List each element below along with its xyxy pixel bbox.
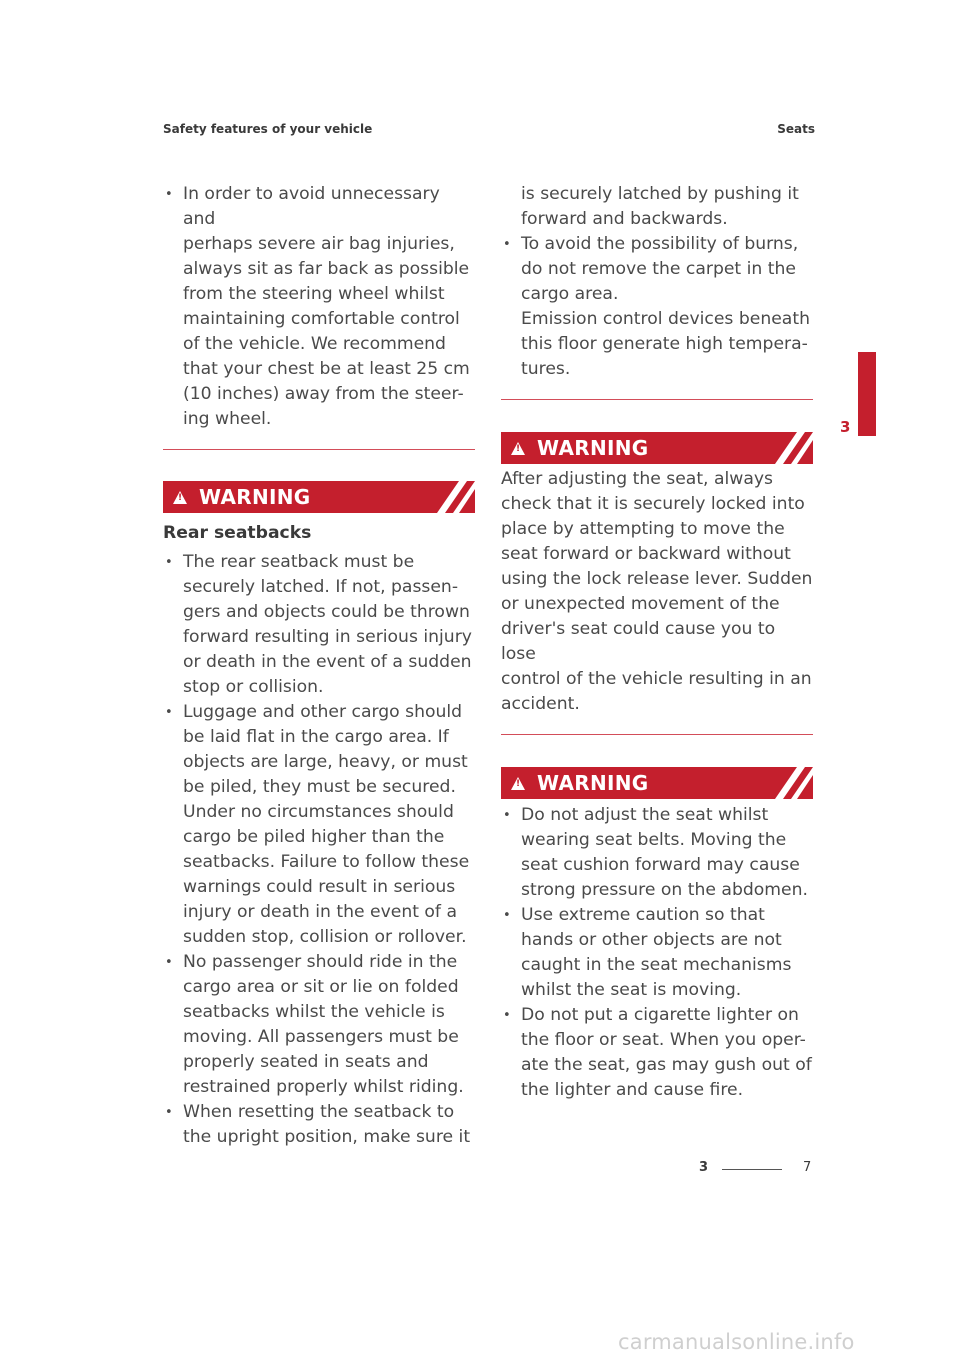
list-item	[163, 182, 475, 432]
running-header-topic: Seats	[777, 122, 815, 136]
line: • Luggage and other cargo should	[183, 702, 463, 722]
line: the floor or seat. When you oper-	[521, 1030, 806, 1050]
line: the upright position, make sure it	[183, 1127, 471, 1147]
line: moving. All passengers must be	[183, 1027, 459, 1047]
warning-triangle-icon	[511, 442, 525, 455]
line: • No passenger should ride in the	[183, 952, 458, 972]
line: forward resulting in serious injury	[183, 627, 472, 647]
line: restrained properly whilst riding.	[183, 1077, 464, 1097]
intro-bullet-list	[163, 182, 475, 432]
line: that your chest be at least 25 cm	[183, 359, 470, 379]
seat-adjust-bullets	[501, 803, 813, 1103]
line: stop or collision.	[183, 677, 324, 697]
line: sudden stop, collision or rollover.	[183, 927, 467, 947]
line: driver's seat could cause you to lose	[501, 619, 776, 664]
continued-bullet-text	[501, 182, 813, 232]
warning-stripes-icon	[767, 432, 813, 464]
line: • Do not adjust the seat whilst	[521, 805, 769, 825]
warning-label: WARNING	[537, 770, 649, 795]
line: or death in the event of a sudden	[183, 652, 472, 672]
section-rule	[501, 734, 813, 735]
line: injury or death in the event of a	[183, 902, 457, 922]
line: whilst the seat is moving.	[521, 980, 742, 1000]
line: ing wheel.	[183, 409, 272, 429]
line: or unexpected movement of the	[501, 594, 780, 614]
list-item	[163, 950, 475, 1100]
line: After adjusting the seat, always	[501, 469, 774, 489]
warning-paragraph	[501, 467, 813, 717]
section-rule	[163, 449, 475, 450]
line: gers and objects could be thrown	[183, 602, 470, 622]
running-header-section: Safety features of your vehicle	[163, 122, 373, 136]
list-item	[163, 700, 475, 950]
warning-stripes-icon	[767, 767, 813, 799]
line: objects are large, heavy, or must	[183, 752, 468, 772]
line: • Use extreme caution so that	[521, 905, 765, 925]
line: Under no circumstances should	[183, 802, 454, 822]
line: of the vehicle. We recommend	[183, 334, 446, 354]
line: Emission control devices beneath	[521, 309, 810, 329]
line: be piled, they must be secured.	[183, 777, 456, 797]
line: control of the vehicle resulting in an	[501, 669, 812, 689]
line: • The rear seatback must be	[183, 552, 415, 572]
section-rule	[501, 399, 813, 400]
warning-stripes-icon	[429, 481, 475, 513]
list-item	[501, 1003, 813, 1103]
warning-banner	[501, 767, 813, 799]
line: maintaining comfortable control	[183, 309, 460, 329]
line: wearing seat belts. Moving the	[521, 830, 787, 850]
line: warnings could result in serious	[183, 877, 456, 897]
line: cargo be piled higher than the	[183, 827, 445, 847]
line: do not remove the carpet in the	[521, 259, 796, 279]
line: • In order to avoid unnecessary and	[183, 184, 440, 229]
list-item	[163, 550, 475, 700]
left-column	[163, 182, 475, 1150]
line: perhaps severe air bag injuries,	[183, 234, 455, 254]
line: strong pressure on the abdomen.	[521, 880, 808, 900]
chapter-tab-number: 3	[840, 418, 851, 436]
warning-triangle-icon	[173, 491, 187, 504]
line: properly seated in seats and	[183, 1052, 429, 1072]
chapter-thumb-tab	[858, 352, 876, 436]
line: always sit as far back as possible	[183, 259, 470, 279]
line: securely latched. If not, passen-	[183, 577, 459, 597]
warning-banner	[501, 432, 813, 464]
warning-label: WARNING	[199, 484, 311, 509]
line: tures.	[521, 359, 571, 379]
right-column	[501, 182, 813, 1103]
line: place by attempting to move the	[501, 519, 785, 539]
line: check that it is securely locked into	[501, 494, 805, 514]
line: be laid flat in the cargo area. If	[183, 727, 449, 747]
line: forward and backwards.	[521, 209, 728, 229]
footer-divider	[722, 1169, 782, 1170]
line: cargo area.	[521, 284, 619, 304]
line: is securely latched by pushing it	[521, 184, 799, 204]
footer-chapter-number: 3	[699, 1160, 709, 1175]
watermark: carmanualsonline.info	[618, 1330, 855, 1354]
line: this floor generate high tempera-	[521, 334, 808, 354]
list-item	[501, 903, 813, 1003]
line: seat forward or backward without	[501, 544, 791, 564]
list-item	[501, 232, 813, 382]
warning-label: WARNING	[537, 435, 649, 460]
line: using the lock release lever. Sudden	[501, 569, 813, 589]
line: seatbacks. Failure to follow these	[183, 852, 470, 872]
burn-bullet-list	[501, 232, 813, 382]
footer-page-number: 7	[803, 1160, 812, 1175]
line: seat cushion forward may cause	[521, 855, 800, 875]
list-item	[163, 1100, 475, 1150]
line: cargo area or sit or lie on folded	[183, 977, 459, 997]
line: (10 inches) away from the steer-	[183, 384, 464, 404]
warning-banner	[163, 481, 475, 513]
list-item	[501, 803, 813, 903]
line: from the steering wheel whilst	[183, 284, 445, 304]
rear-seatback-bullets	[163, 550, 475, 1150]
warning-triangle-icon	[511, 777, 525, 790]
line: caught in the seat mechanisms	[521, 955, 792, 975]
line: • When resetting the seatback to	[183, 1102, 455, 1122]
line: the lighter and cause fire.	[521, 1080, 744, 1100]
line: seatbacks whilst the vehicle is	[183, 1002, 445, 1022]
subheading: Rear seatbacks	[163, 523, 312, 543]
line: accident.	[501, 694, 580, 714]
line: • Do not put a cigarette lighter on	[521, 1005, 799, 1025]
line: ate the seat, gas may gush out of	[521, 1055, 812, 1075]
line: • To avoid the possibility of burns,	[521, 234, 799, 254]
line: hands or other objects are not	[521, 930, 782, 950]
